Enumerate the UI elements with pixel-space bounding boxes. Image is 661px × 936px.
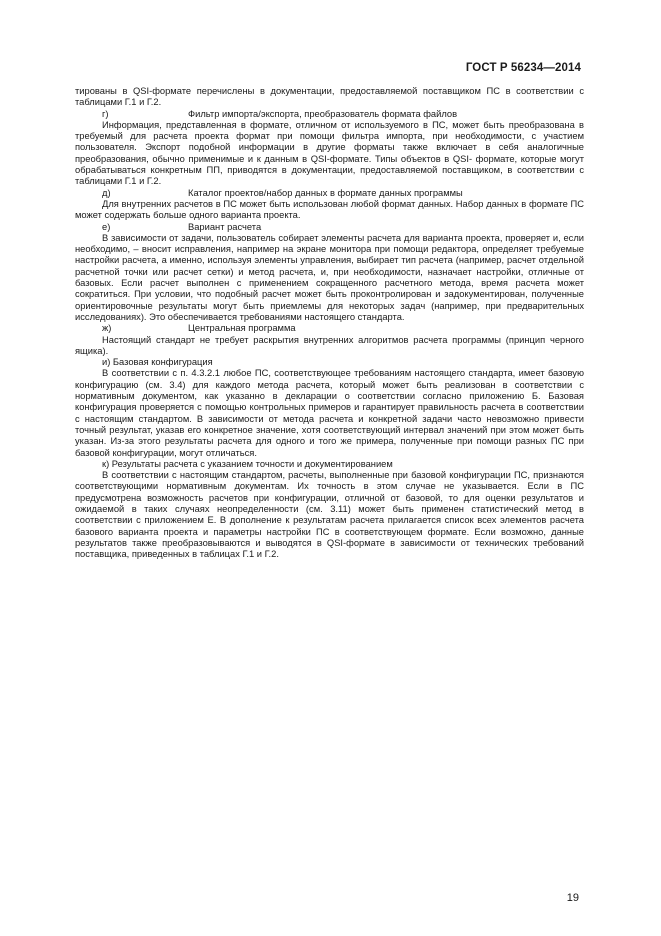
list-item-title: Каталог проектов/набор данных в формате данных программы <box>188 187 463 198</box>
body-paragraph: Для внутренних расчетов в ПС может быть использован любой формат данных. Набор данных в формате ПС может содержать больше одного варианта проекта. <box>75 198 584 221</box>
list-item-marker: д) <box>102 187 111 198</box>
list-item-heading <box>75 109 584 120</box>
body-paragraph: В зависимости от задачи, пользователь собирает элементы расчета для варианта проекта, проверяет и, если необходимо, – вносит исправления, например на экране монитора при помощи редактора, определяет требуемые настройки расчета, а именно, используя элементы управления, выбирает тип расчета (например, расчет отдельной расчетной точки или расчет сетки) и метод расчета, и, при необходимости, назначает настройки, отличные от базовых. Если расчет выполнен с применением сокращенного расчетного метода, время расчета может сократиться. При условии, что подобный расчет может быть проконтролирован и задокументирован, полученные ориентировочные результаты могут быть приемлемы для некоторых задач (например, при предварительных исследованиях). Это обеспечивается требованиями настоящего стандарта. <box>75 232 584 322</box>
page-number: 19 <box>566 892 579 904</box>
document-standard-id: ГОСТ Р 56234—2014 <box>465 62 581 74</box>
list-item-marker: ж) <box>102 323 112 334</box>
body-paragraph: Настоящий стандарт не требует раскрытия внутренних алгоритмов расчета программы (принцип черного ящика). <box>75 334 584 356</box>
body-paragraph: В соответствии с п. 4.3.2.1 любое ПС, соответствующее требованиям настоящего стандарта, имеет базовую конфигурацию (см. 3.4) для каждого метода расчета, который может быть реализован в соответствии с нормативным документом, как указанно в декларации о соответствии согласно приложению Б. Базовая конфигурация проверяется с помощью контрольных примеров и гарантирует правильность расчета в соответствии с настоящим стандартом. В зависимости от метода расчета и конкретной задачи часто невозможно привести точный результат, указав его конкретное значение, хотя соответствующий интервал значений при этом может быть указан. Из-за этого результаты расчета для одного и того же примера, полученные при помощи разных ПС при базовой конфигурации, могут отличаться. <box>75 368 584 458</box>
list-item-title: Фильтр импорта/экспорта, преобразователь формата файлов <box>188 108 458 119</box>
body-paragraph: к) Результаты расчета с указанием точности и документированием <box>102 458 393 469</box>
list-item-title: Вариант расчета <box>188 221 262 232</box>
list-item-heading <box>75 188 584 199</box>
document-body <box>75 86 584 560</box>
body-paragraph: и) Базовая конфигурация <box>102 357 213 368</box>
list-item-title: Центральная программа <box>188 323 296 334</box>
body-paragraph: тированы в QSI-формате перечислены в документации, предоставляемой поставщиком ПС в соответствии с таблицами Г.1 и Г.2. <box>75 86 584 108</box>
body-paragraph: В соответствии с настоящим стандартом, расчеты, выполненные при базовой конфигурации ПС, признаются соответствующими нормативным документам. Их точность в этом случае не указывается. Если в ПС предусмотрена возможность расчетов при конфигурации, отличной от базовой, то для оценки результатов и ожидаемой в таких случаях неопределенности (см. 3.11) может быть применен статистический метод в соответствии с приложением Е. В дополнение к результатам расчета прилагается список всех элементов расчета базового варианта проекта и параметры настройки ПС в соответствующем формате. Если возможно, данные результатов также преобразовываются и выводятся в QSI-формате в зависимости от технических требований поставщика, приведенных в таблицах Г.1 и Г.2. <box>75 470 584 560</box>
list-item-heading <box>75 323 584 334</box>
list-item-marker: г) <box>102 108 109 119</box>
list-item-heading <box>75 222 584 233</box>
body-paragraph: Информация, представленная в формате, отличном от используемого в ПС, может быть преобразована в требуемый для расчета проекта формат при помощи фильтра импорта, при необходимости, с участием пользователя. Экспорт подобной информации в другие форматы также включает в себя аналогичные преобразования, обычно применимые и к данным в QSI-формате. Типы объектов в QSI- формате, которые могут обрабатываться конкретным ПП, приводятся в документации, предоставляемой поставщиком, в соответствии с таблицами Г.1 и Г.2. <box>75 119 584 187</box>
list-item-marker: е) <box>102 221 111 232</box>
